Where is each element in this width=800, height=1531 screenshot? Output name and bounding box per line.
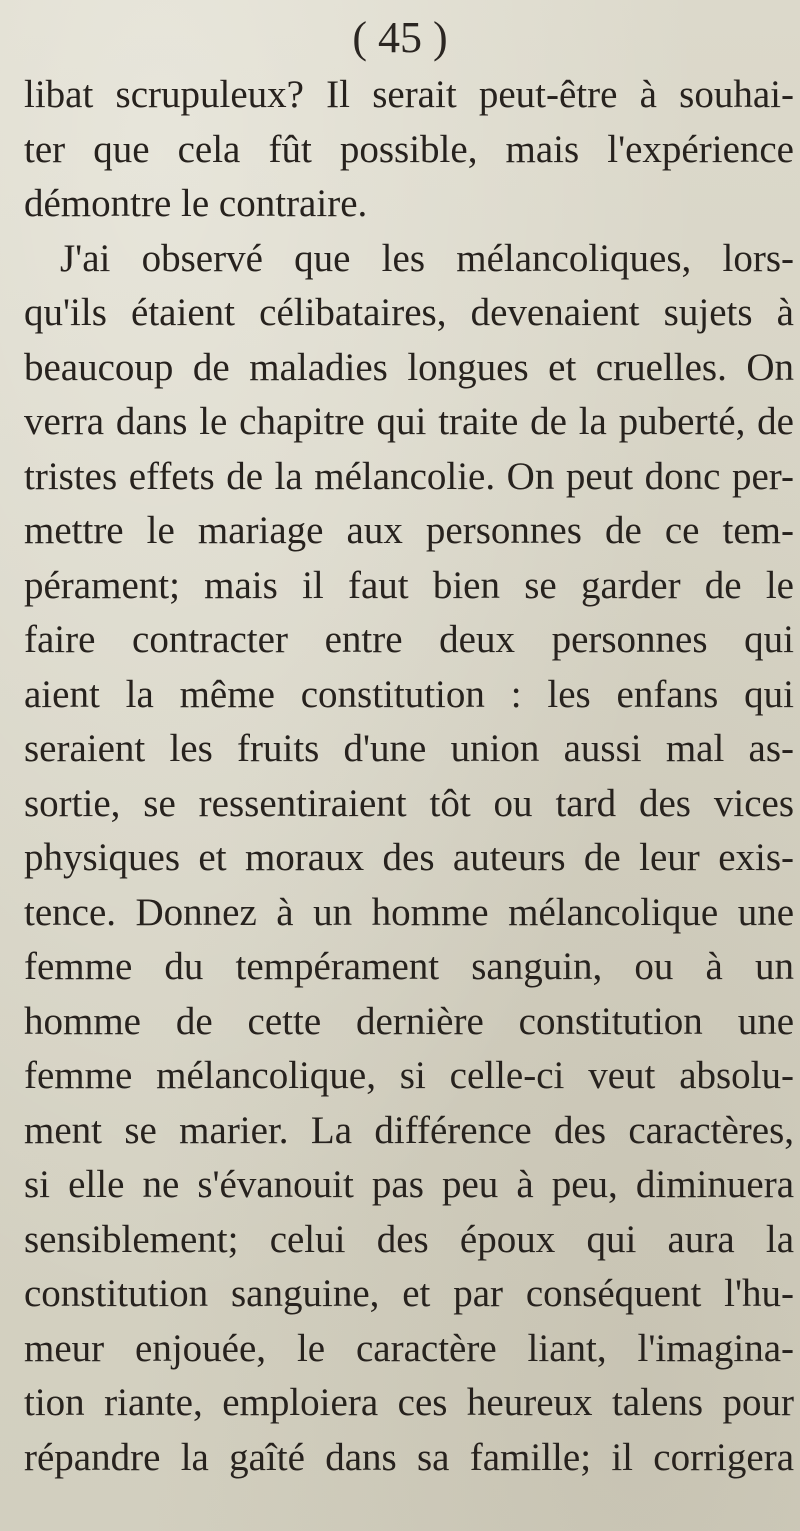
text-line: qu'ils étaient célibataires, devenaient sujets à bbox=[24, 291, 794, 334]
text-line: J'ai observé que les mélancoliques, lors- bbox=[60, 236, 794, 280]
text-line: faire contracter entre deux personnes qui bbox=[24, 618, 794, 661]
body-text bbox=[24, 68, 794, 1485]
text-line: ment se marier. La différence des caractères, bbox=[24, 1108, 794, 1152]
text-line: meur enjouée, le caractère liant, l'imagina- bbox=[24, 1326, 794, 1370]
text-line: verra dans le chapitre qui traite de la puberté, de bbox=[24, 400, 794, 443]
text-line: femme du tempérament sanguin, ou à un bbox=[24, 945, 794, 988]
text-line: beaucoup de maladies longues et cruelles. On bbox=[24, 345, 794, 389]
text-line: sensiblement; celui des époux qui aura la bbox=[24, 1217, 794, 1261]
text-line: libat scrupuleux? Il serait peut-être à souhai- bbox=[24, 73, 794, 116]
text-line: tence. Donnez à un homme mélancolique une bbox=[24, 890, 794, 934]
text-line: physiques et moraux des auteurs de leur exis- bbox=[24, 836, 794, 879]
text-line: démontre le contraire. bbox=[24, 182, 368, 225]
text-line: sortie, se ressentiraient tôt ou tard des vices bbox=[24, 781, 794, 825]
text-line: seraient les fruits d'une union aussi mal as- bbox=[24, 727, 794, 770]
text-line: si elle ne s'évanouit pas peu à peu, diminuera bbox=[24, 1163, 794, 1206]
text-line: femme mélancolique, si celle-ci veut absolu- bbox=[24, 1054, 794, 1097]
text-line: ter que cela fût possible, mais l'expérience bbox=[24, 127, 794, 171]
text-line: tion riante, emploiera ces heureux talens pour bbox=[24, 1381, 794, 1424]
text-line: homme de cette dernière constitution une bbox=[24, 999, 794, 1043]
page-number: ( 45 ) bbox=[352, 13, 448, 62]
text-line: mettre le mariage aux personnes de ce tem- bbox=[24, 509, 794, 552]
text-line: répandre la gaîté dans sa famille; il corrigera bbox=[24, 1435, 794, 1479]
text-line: tristes effets de la mélancolie. On peut donc per- bbox=[24, 454, 794, 498]
text-line: aient la même constitution : les enfans qui bbox=[24, 672, 794, 716]
text-line: constitution sanguine, et par conséquent l'hu- bbox=[24, 1272, 794, 1315]
text-line: pérament; mais il faut bien se garder de le bbox=[24, 563, 794, 607]
